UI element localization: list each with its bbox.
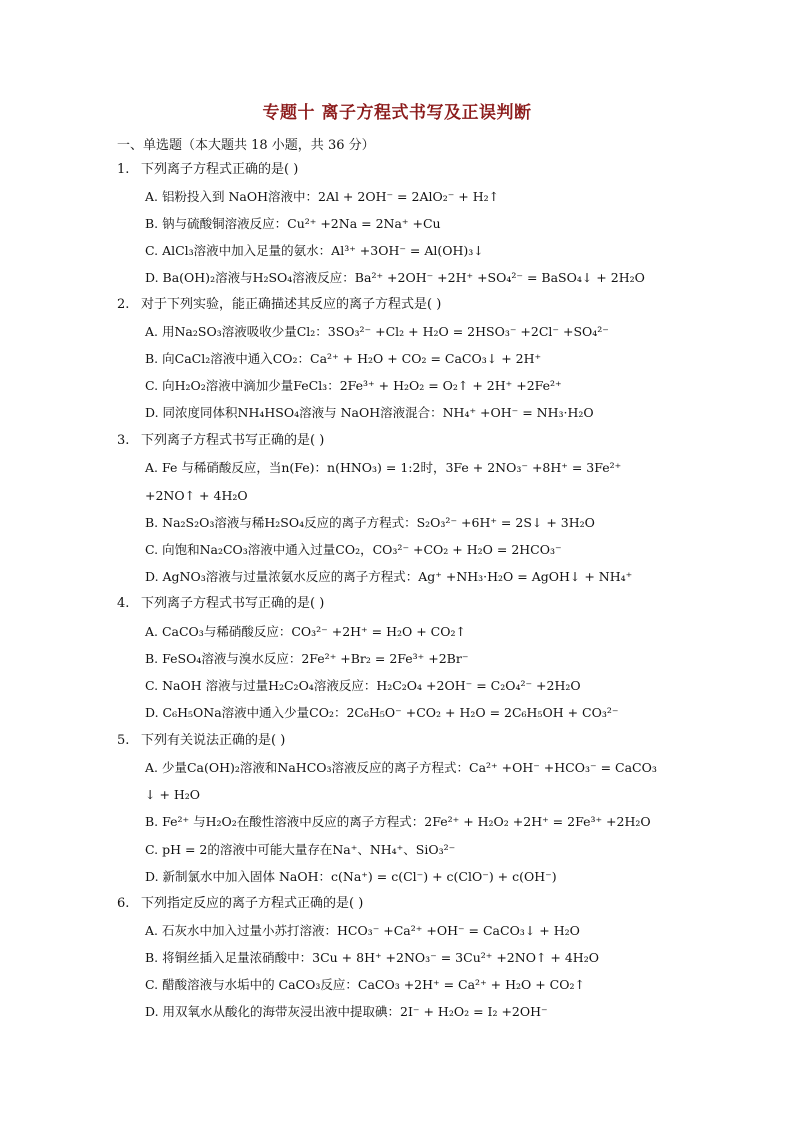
option-d: D. 用双氧水从酸化的海带灰浸出液中提取碘：2I⁻ + H₂O₂ = I₂ +2OH⁻ — [145, 1004, 548, 1019]
option-a: A. 少量Ca(OH)₂溶液和NaHCO₃溶液反应的离子方程式：Ca²⁺ +OH⁻ +HCO₃⁻ = CaCO₃ — [145, 760, 657, 775]
option-c: C. 醋酸溶液与水垢中的 CaCO₃反应：CaCO₃ +2H⁺ = Ca²⁺ + H₂O + CO₂↑ — [145, 977, 585, 992]
option-b: B. 钠与硫酸铜溶液反应：Cu²⁺ +2Na = 2Na⁺ +Cu — [145, 216, 441, 231]
option-a-continuation: +2NO↑ + 4H₂O — [145, 488, 248, 503]
option-d: D. Ba(OH)₂溶液与H₂SO₄溶液反应：Ba²⁺ +2OH⁻ +2H⁺ +SO₄²⁻ = BaSO₄↓ + 2H₂O — [145, 270, 645, 285]
option-d: D. 同浓度同体积NH₄HSO₄溶液与 NaOH溶液混合：NH₄⁺ +OH⁻ = NH₃·H₂O — [145, 405, 594, 420]
option-a: A. Fe 与稀硝酸反应，当n(Fe)：n(HNO₃) = 1:2时，3Fe + 2NO₃⁻ +8H⁺ = 3Fe²⁺ — [145, 460, 622, 475]
option-c: C. AlCl₃溶液中加入足量的氨水：Al³⁺ +3OH⁻ = Al(OH)₃↓ — [145, 243, 484, 258]
option-a-continuation: ↓ + H₂O — [145, 787, 201, 802]
option-c: C. NaOH 溶液与过量H₂C₂O₄溶液反应：H₂C₂O₄ +2OH⁻ = C₂O₄²⁻ +2H₂O — [145, 678, 581, 693]
option-d: D. C₆H₅ONa溶液中通入少量CO₂：2C₆H₅O⁻ +CO₂ + H₂O = 2C₆H₅OH + CO₃²⁻ — [145, 705, 619, 720]
question-stem: 下列指定反应的离子方程式正确的是( ) — [141, 896, 364, 911]
question-number: 3. — [117, 433, 130, 448]
option-d: D. 新制氯水中加入固体 NaOH：c(Na⁺) = c(Cl⁻) + c(ClO⁻) + c(OH⁻) — [145, 869, 557, 884]
option-c: C. pH = 2的溶液中可能大量存在Na⁺、NH₄⁺、SiO₃²⁻ — [145, 842, 456, 857]
option-a: A. 用Na₂SO₃溶液吸收少量Cl₂：3SO₃²⁻ +Cl₂ + H₂O = 2HSO₃⁻ +2Cl⁻ +SO₄²⁻ — [145, 324, 609, 339]
question-number: 6. — [117, 896, 130, 911]
option-b: B. Fe²⁺ 与H₂O₂在酸性溶液中反应的离子方程式：2Fe²⁺ + H₂O₂ +2H⁺ = 2Fe³⁺ +2H₂O — [145, 814, 651, 829]
question-stem: 下列离子方程式书写正确的是( ) — [141, 433, 325, 448]
option-b: B. Na₂S₂O₃溶液与稀H₂SO₄反应的离子方程式：S₂O₃²⁻ +6H⁺ = 2S↓ + 3H₂O — [145, 515, 595, 530]
option-b: B. 将铜丝插入足量浓硝酸中：3Cu + 8H⁺ +2NO₃⁻ = 3Cu²⁺ +2NO↑ + 4H₂O — [145, 950, 599, 965]
question-stem: 下列有关说法正确的是( ) — [141, 733, 286, 748]
option-a: A. 石灰水中加入过量小苏打溶液：HCO₃⁻ +Ca²⁺ +OH⁻ = CaCO₃↓ + H₂O — [145, 923, 580, 938]
section-heading: 一、单选题（本大题共 18 小题，共 36 分） — [117, 138, 375, 153]
question-stem: 下列离子方程式书写正确的是( ) — [141, 596, 325, 611]
question-number: 4. — [117, 596, 130, 611]
option-b: B. 向CaCl₂溶液中通入CO₂：Ca²⁺ + H₂O + CO₂ = CaCO₃↓ + 2H⁺ — [145, 351, 542, 366]
question-number: 1. — [117, 162, 130, 177]
question-stem: 对于下列实验，能正确描述其反应的离子方程式是( ) — [141, 297, 442, 312]
question-number: 2. — [117, 297, 130, 312]
option-c: C. 向H₂O₂溶液中滴加少量FeCl₃：2Fe³⁺ + H₂O₂ = O₂↑ + 2H⁺ +2Fe²⁺ — [145, 378, 562, 393]
document-title: 专题十 离子方程式书写及正误判断 — [262, 103, 532, 123]
question-number: 5. — [117, 733, 130, 748]
option-c: C. 向饱和Na₂CO₃溶液中通入过量CO₂，CO₃²⁻ +CO₂ + H₂O = 2HCO₃⁻ — [145, 542, 562, 557]
option-d: D. AgNO₃溶液与过量浓氨水反应的离子方程式：Ag⁺ +NH₃·H₂O = AgOH↓ + NH₄⁺ — [145, 569, 633, 584]
option-a: A. 铝粉投入到 NaOH溶液中：2Al + 2OH⁻ = 2AlO₂⁻ + H₂↑ — [145, 189, 500, 204]
option-a: A. CaCO₃与稀硝酸反应：CO₃²⁻ +2H⁺ = H₂O + CO₂↑ — [145, 624, 466, 639]
question-stem: 下列离子方程式正确的是( ) — [141, 162, 299, 177]
option-b: B. FeSO₄溶液与溴水反应：2Fe²⁺ +Br₂ = 2Fe³⁺ +2Br⁻ — [145, 651, 469, 666]
